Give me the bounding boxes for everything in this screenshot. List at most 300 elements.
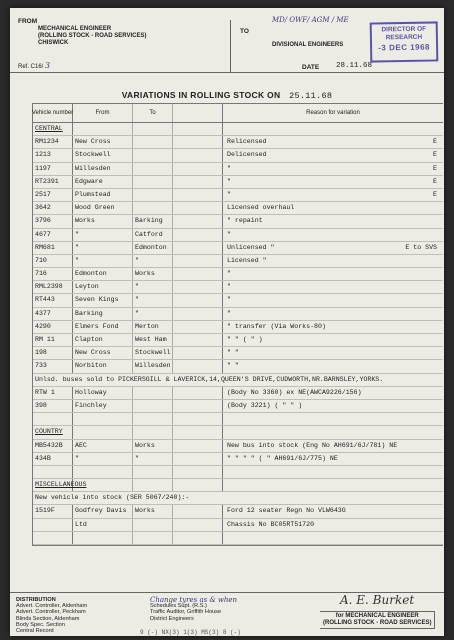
reason-text: Delicensed bbox=[227, 151, 267, 159]
to-depot-text: Edmonton bbox=[135, 243, 167, 251]
table-row bbox=[33, 136, 443, 149]
blank-cell bbox=[173, 426, 223, 438]
stamp-line-1: DIRECTOR OF bbox=[381, 25, 427, 34]
to-handwritten: MD/ OWF/ AGM / ME bbox=[272, 16, 349, 24]
to-depot bbox=[133, 149, 173, 161]
reason-text: Ford 12 seater Regn No VLW643G bbox=[227, 507, 346, 515]
from-depot bbox=[73, 505, 133, 517]
reason bbox=[223, 321, 443, 333]
from-depot bbox=[73, 426, 133, 438]
to-depot bbox=[133, 321, 173, 333]
reason bbox=[223, 466, 443, 478]
vehicle-number bbox=[33, 149, 73, 161]
reason-text: " transfer (Via Works-80) bbox=[227, 322, 326, 330]
from-depot bbox=[73, 519, 133, 531]
dist-item: Blinds Section, Aldenham bbox=[16, 615, 80, 622]
to-depot bbox=[133, 136, 173, 148]
row-note: Unlsd. buses sold to PICKERSGILL & LAVERICK,14,QUEEN'S DRIVE,CUDWORTH,NR.BARNSLEY,YORKS. bbox=[35, 375, 384, 383]
vehicle-number bbox=[33, 532, 73, 544]
title-text: VARIATIONS IN ROLLING STOCK ON bbox=[121, 90, 281, 100]
table-row bbox=[33, 308, 443, 321]
signature-title bbox=[320, 611, 435, 629]
reason bbox=[223, 255, 443, 267]
to-depot-text: Willesden bbox=[135, 362, 171, 370]
reason bbox=[223, 426, 443, 438]
to-depot bbox=[133, 294, 173, 306]
from-depot-text: " bbox=[75, 256, 79, 264]
page-title bbox=[10, 90, 444, 101]
vehicle-number bbox=[33, 176, 73, 188]
blank-cell bbox=[173, 453, 223, 465]
reason-text: " bbox=[227, 177, 231, 185]
reason-text: " " bbox=[227, 349, 239, 357]
vehicle-number bbox=[33, 242, 73, 254]
from-depot bbox=[73, 215, 133, 227]
vehicle-number bbox=[33, 466, 73, 478]
table-row bbox=[33, 268, 443, 281]
table-row bbox=[33, 453, 443, 466]
table-row bbox=[33, 334, 443, 347]
vehicle-number bbox=[33, 321, 73, 333]
from-depot bbox=[73, 387, 133, 399]
from-depot bbox=[73, 123, 133, 135]
table-row bbox=[33, 163, 443, 176]
row-end-mark: E bbox=[433, 164, 437, 172]
vehicle-number bbox=[33, 123, 73, 135]
reason bbox=[223, 189, 443, 201]
blank-cell bbox=[173, 532, 223, 544]
to-printed: DIVISIONAL ENGINEERS bbox=[272, 42, 344, 48]
from-line-3: CHISWICK bbox=[38, 40, 69, 46]
table-row bbox=[33, 229, 443, 242]
from-depot bbox=[73, 308, 133, 320]
table-header bbox=[33, 104, 443, 123]
from-depot bbox=[73, 255, 133, 267]
col-reason: Reason for variation bbox=[306, 110, 360, 116]
table-row bbox=[33, 123, 443, 136]
reason-text: " bbox=[227, 230, 231, 238]
to-depot bbox=[133, 466, 173, 478]
reason bbox=[223, 202, 443, 214]
from-depot bbox=[73, 440, 133, 452]
row-end-mark: E bbox=[433, 177, 437, 185]
from-depot bbox=[73, 321, 133, 333]
dist-item: District Engineers bbox=[150, 615, 194, 622]
to-depot bbox=[133, 440, 173, 452]
reason bbox=[223, 453, 443, 465]
to-depot bbox=[133, 479, 173, 491]
table-body bbox=[33, 123, 443, 545]
header-divider bbox=[230, 20, 231, 72]
table-row bbox=[33, 294, 443, 307]
reason bbox=[223, 519, 443, 531]
memo-header bbox=[10, 14, 444, 73]
blank-cell bbox=[173, 321, 223, 333]
from-depot bbox=[73, 268, 133, 280]
table-row bbox=[33, 321, 443, 334]
table-row bbox=[33, 281, 443, 294]
vehicle-number bbox=[33, 413, 73, 425]
blank-cell bbox=[173, 123, 223, 135]
col-blank bbox=[173, 104, 223, 122]
vehicle-number bbox=[33, 440, 73, 452]
reason-text: " bbox=[227, 309, 231, 317]
blank-cell bbox=[173, 479, 223, 491]
from-depot bbox=[73, 149, 133, 161]
distribution-col-1 bbox=[16, 597, 87, 634]
from-line-1: MECHANICAL ENGINEER bbox=[38, 26, 112, 32]
table-row bbox=[33, 255, 443, 268]
vehicle-number bbox=[33, 189, 73, 201]
from-depot-text: Norbiton bbox=[75, 362, 107, 370]
to-depot-text: Works bbox=[135, 270, 155, 278]
col-from: From bbox=[73, 104, 133, 122]
reason bbox=[223, 360, 443, 372]
to-depot bbox=[133, 163, 173, 175]
row-end-mark: E bbox=[433, 151, 437, 159]
row-end-mark: E to SVS bbox=[405, 243, 437, 251]
research-stamp bbox=[370, 21, 439, 62]
from-depot-text: New Cross bbox=[75, 138, 111, 146]
blank-cell bbox=[173, 294, 223, 306]
vehicle-number-text: MB5432B bbox=[35, 441, 63, 449]
to-depot bbox=[133, 426, 173, 438]
blank-cell bbox=[173, 400, 223, 412]
vehicle-number bbox=[33, 334, 73, 346]
vehicle-number-text: RM1234 bbox=[35, 138, 59, 146]
table-row bbox=[33, 505, 443, 518]
reason bbox=[223, 149, 443, 161]
distribution-label: DISTRIBUTION bbox=[16, 597, 56, 603]
to-depot-text: " bbox=[135, 309, 139, 317]
to-depot bbox=[133, 532, 173, 544]
blank-cell bbox=[173, 413, 223, 425]
reason bbox=[223, 308, 443, 320]
to-depot bbox=[133, 400, 173, 412]
from-depot-text: Godfrey Davis bbox=[75, 507, 127, 515]
vehicle-number bbox=[33, 400, 73, 412]
date-value: 28.11.68 bbox=[336, 62, 373, 70]
dist-item: Traffic Auditor, Griffith House bbox=[150, 609, 222, 616]
from-depot-text: Plumstead bbox=[75, 190, 111, 198]
distribution-codes: 9 (-) NX(3) 1(3) MS(3) 8 (-) bbox=[140, 629, 241, 636]
table-row bbox=[33, 413, 443, 426]
from-line-2: (ROLLING STOCK - ROAD SERVICES) bbox=[38, 33, 147, 39]
reason bbox=[223, 136, 443, 148]
table-row bbox=[33, 189, 443, 202]
from-depot bbox=[73, 347, 133, 359]
from-depot-text: New Cross bbox=[75, 349, 111, 357]
reason bbox=[223, 242, 443, 254]
table-row bbox=[33, 347, 443, 360]
to-depot bbox=[133, 281, 173, 293]
tyres-note: Change tyres as & when bbox=[150, 596, 238, 604]
col-to: To bbox=[133, 104, 173, 122]
vehicle-number-text: 3796 bbox=[35, 217, 51, 225]
reason-text: " bbox=[227, 164, 231, 172]
reason-text: " repaint bbox=[227, 217, 263, 225]
row-note: New vehicle into stock (SER 5067/240):- bbox=[35, 494, 190, 502]
table-row bbox=[33, 176, 443, 189]
from-depot-text: Finchley bbox=[75, 401, 107, 409]
to-depot-text: " bbox=[135, 454, 139, 462]
table-row bbox=[33, 202, 443, 215]
reason-text: Unlicensed " bbox=[227, 243, 275, 251]
reason-text: (Body No 3360) ex NE(AWCA9226/156) bbox=[227, 388, 362, 396]
reason bbox=[223, 413, 443, 425]
dist-item: Advert. Controller, Peckham bbox=[16, 609, 86, 616]
blank-cell bbox=[173, 149, 223, 161]
blank-cell bbox=[173, 308, 223, 320]
to-depot bbox=[133, 123, 173, 135]
vehicle-number-text: RT443 bbox=[35, 296, 55, 304]
reason bbox=[223, 268, 443, 280]
table-row bbox=[33, 242, 443, 255]
reason bbox=[223, 505, 443, 517]
to-depot bbox=[133, 334, 173, 346]
reason-text: Licensed " bbox=[227, 256, 267, 264]
table-row bbox=[33, 519, 443, 532]
blank-cell bbox=[173, 189, 223, 201]
vehicle-number bbox=[33, 163, 73, 175]
vehicle-number-text: 716 bbox=[35, 270, 47, 278]
variations-table bbox=[32, 103, 443, 546]
from-depot bbox=[73, 479, 133, 491]
from-depot bbox=[73, 334, 133, 346]
from-depot bbox=[73, 281, 133, 293]
from-depot-text: Holloway bbox=[75, 388, 107, 396]
blank-cell bbox=[173, 519, 223, 531]
blank-cell bbox=[173, 229, 223, 241]
vehicle-number-text: RM 11 bbox=[35, 336, 55, 343]
reason-text: " bbox=[227, 296, 231, 304]
vehicle-number-text: 398 bbox=[35, 401, 47, 409]
table-row bbox=[33, 360, 443, 373]
blank-cell bbox=[173, 242, 223, 254]
blank-cell bbox=[173, 505, 223, 517]
vehicle-number bbox=[33, 347, 73, 359]
document-page bbox=[10, 8, 444, 636]
to-depot bbox=[133, 360, 173, 372]
from-depot-text: Seven Kings bbox=[75, 296, 119, 304]
dist-item: Central Record bbox=[16, 628, 54, 635]
to-depot bbox=[133, 505, 173, 517]
table-row bbox=[33, 440, 443, 453]
vehicle-number-text: COUNTRY bbox=[35, 428, 63, 436]
from-depot-text: Edmonton bbox=[75, 270, 107, 278]
vehicle-number-text: 198 bbox=[35, 349, 47, 357]
to-depot bbox=[133, 347, 173, 359]
reason bbox=[223, 400, 443, 412]
table-row bbox=[33, 479, 443, 492]
from-depot-text: Edgware bbox=[75, 177, 103, 185]
reason-text: " " ( " ) bbox=[227, 336, 263, 343]
to-depot bbox=[133, 189, 173, 201]
from-depot-text: Leyton bbox=[75, 283, 99, 291]
to-depot-text: " bbox=[135, 256, 139, 264]
reason bbox=[223, 334, 443, 346]
to-depot-text: Barking bbox=[135, 217, 163, 225]
from-depot-text: Ltd bbox=[75, 520, 87, 528]
vehicle-number-text: 1213 bbox=[35, 151, 51, 159]
reason bbox=[223, 123, 443, 135]
from-depot bbox=[73, 413, 133, 425]
vehicle-number bbox=[33, 229, 73, 241]
vehicle-number bbox=[33, 387, 73, 399]
from-depot-text: " bbox=[75, 230, 79, 238]
vehicle-number-text: RML2398 bbox=[35, 283, 63, 291]
to-depot bbox=[133, 215, 173, 227]
to-depot bbox=[133, 202, 173, 214]
from-depot-text: Works bbox=[75, 217, 95, 225]
vehicle-number bbox=[33, 255, 73, 267]
title-date: 25.11.68 bbox=[289, 91, 333, 101]
ref-label: Ref. C16/ bbox=[18, 64, 44, 70]
ref-block bbox=[18, 62, 50, 71]
row-end-mark: E bbox=[433, 190, 437, 198]
table-row bbox=[33, 374, 443, 387]
from-depot bbox=[73, 163, 133, 175]
vehicle-number-text: MISCELLANEOUS bbox=[35, 481, 87, 489]
vehicle-number-text: 4290 bbox=[35, 322, 51, 330]
from-depot bbox=[73, 176, 133, 188]
to-depot bbox=[133, 242, 173, 254]
to-depot-text: Merton bbox=[135, 322, 159, 330]
to-depot-text: Works bbox=[135, 507, 155, 515]
sig-title-line-2: (ROLLING STOCK - ROAD SERVICES) bbox=[323, 620, 432, 626]
to-depot bbox=[133, 229, 173, 241]
from-depot-text: Willesden bbox=[75, 164, 111, 172]
from-depot bbox=[73, 453, 133, 465]
from-depot-text: Clapton bbox=[75, 336, 103, 343]
from-depot bbox=[73, 202, 133, 214]
from-depot-text: " bbox=[75, 454, 79, 462]
reason-text: New bus into stock (Eng No AH691/6J/781) NE bbox=[227, 441, 398, 449]
from-depot-text: " bbox=[75, 243, 79, 251]
blank-cell bbox=[173, 163, 223, 175]
to-depot bbox=[133, 519, 173, 531]
reason bbox=[223, 294, 443, 306]
to-depot-text: " bbox=[135, 283, 139, 291]
blank-cell bbox=[173, 202, 223, 214]
reason bbox=[223, 387, 443, 399]
vehicle-number-text: 4677 bbox=[35, 230, 51, 238]
vehicle-number-text: 733 bbox=[35, 362, 47, 370]
blank-cell bbox=[173, 215, 223, 227]
reason-text: " bbox=[227, 270, 231, 278]
table-row bbox=[33, 215, 443, 228]
stamp-line-2: RESEARCH bbox=[385, 33, 423, 42]
reason bbox=[223, 215, 443, 227]
reason-text: " " " " ( " AH691/6J/775) NE bbox=[227, 454, 338, 462]
from-depot bbox=[73, 189, 133, 201]
from-depot bbox=[73, 242, 133, 254]
vehicle-number bbox=[33, 202, 73, 214]
to-depot bbox=[133, 308, 173, 320]
from-depot-text: Wood Green bbox=[75, 204, 115, 212]
reason-text: Licensed overhaul bbox=[227, 204, 295, 212]
to-depot bbox=[133, 176, 173, 188]
to-label: TO bbox=[240, 28, 249, 35]
blank-cell bbox=[173, 255, 223, 267]
reason bbox=[223, 532, 443, 544]
blank-cell bbox=[173, 334, 223, 346]
ref-value: 3 bbox=[45, 61, 51, 70]
blank-cell bbox=[173, 268, 223, 280]
reason bbox=[223, 479, 443, 491]
to-depot bbox=[133, 387, 173, 399]
reason-text: Chassis No BC05RT51720 bbox=[227, 520, 315, 528]
sig-title-line-1: for MECHANICAL ENGINEER bbox=[335, 613, 419, 619]
vehicle-number-text: 710 bbox=[35, 256, 47, 264]
from-depot bbox=[73, 466, 133, 478]
vehicle-number-text: RM681 bbox=[35, 243, 55, 251]
vehicle-number bbox=[33, 308, 73, 320]
reason bbox=[223, 281, 443, 293]
vehicle-number bbox=[33, 479, 87, 491]
from-depot-text: Elmers Fond bbox=[75, 322, 119, 330]
dist-item: Body Spec. Section bbox=[16, 621, 65, 628]
from-block bbox=[38, 26, 146, 47]
from-depot bbox=[73, 294, 133, 306]
table-row bbox=[33, 532, 443, 545]
vehicle-number bbox=[33, 268, 73, 280]
blank-cell bbox=[173, 387, 223, 399]
to-depot-text: Stockwell bbox=[135, 349, 171, 357]
vehicle-number bbox=[33, 505, 73, 517]
vehicle-number-text: 4377 bbox=[35, 309, 51, 317]
blank-cell bbox=[173, 281, 223, 293]
from-depot bbox=[73, 400, 133, 412]
vehicle-number bbox=[33, 426, 73, 438]
vehicle-number-text: 1197 bbox=[35, 164, 51, 172]
vehicle-number bbox=[33, 294, 73, 306]
to-depot-text: " bbox=[135, 296, 139, 304]
vehicle-number bbox=[33, 215, 73, 227]
table-row bbox=[33, 400, 443, 413]
reason bbox=[223, 347, 443, 359]
from-label: FROM bbox=[18, 18, 38, 25]
reason bbox=[223, 229, 443, 241]
blank-cell bbox=[173, 440, 223, 452]
table-row bbox=[33, 492, 443, 505]
reason-text: " bbox=[227, 283, 231, 291]
row-end-mark: E bbox=[433, 138, 437, 146]
vehicle-number-text: 3642 bbox=[35, 204, 51, 212]
from-depot bbox=[73, 229, 133, 241]
vehicle-number bbox=[33, 281, 73, 293]
vehicle-number bbox=[33, 360, 73, 372]
blank-cell bbox=[173, 360, 223, 372]
from-depot-text: AEC bbox=[75, 441, 87, 449]
reason bbox=[223, 440, 443, 452]
vehicle-number-text: RTW 1 bbox=[35, 388, 55, 396]
to-depot-text: Works bbox=[135, 441, 155, 449]
reason bbox=[223, 176, 443, 188]
reason-text: " " bbox=[227, 362, 239, 370]
blank-cell bbox=[173, 466, 223, 478]
vehicle-number-text: 2517 bbox=[35, 190, 51, 198]
from-depot bbox=[73, 360, 133, 372]
vehicle-number-text: 1519F bbox=[35, 507, 55, 515]
distribution-col-2 bbox=[150, 597, 237, 622]
from-depot bbox=[73, 532, 133, 544]
to-depot bbox=[133, 268, 173, 280]
from-depot-text: Stockwell bbox=[75, 151, 111, 159]
table-row bbox=[33, 426, 443, 439]
vehicle-number-text: 434B bbox=[35, 454, 51, 462]
signature: A. E. Burket bbox=[340, 593, 415, 607]
